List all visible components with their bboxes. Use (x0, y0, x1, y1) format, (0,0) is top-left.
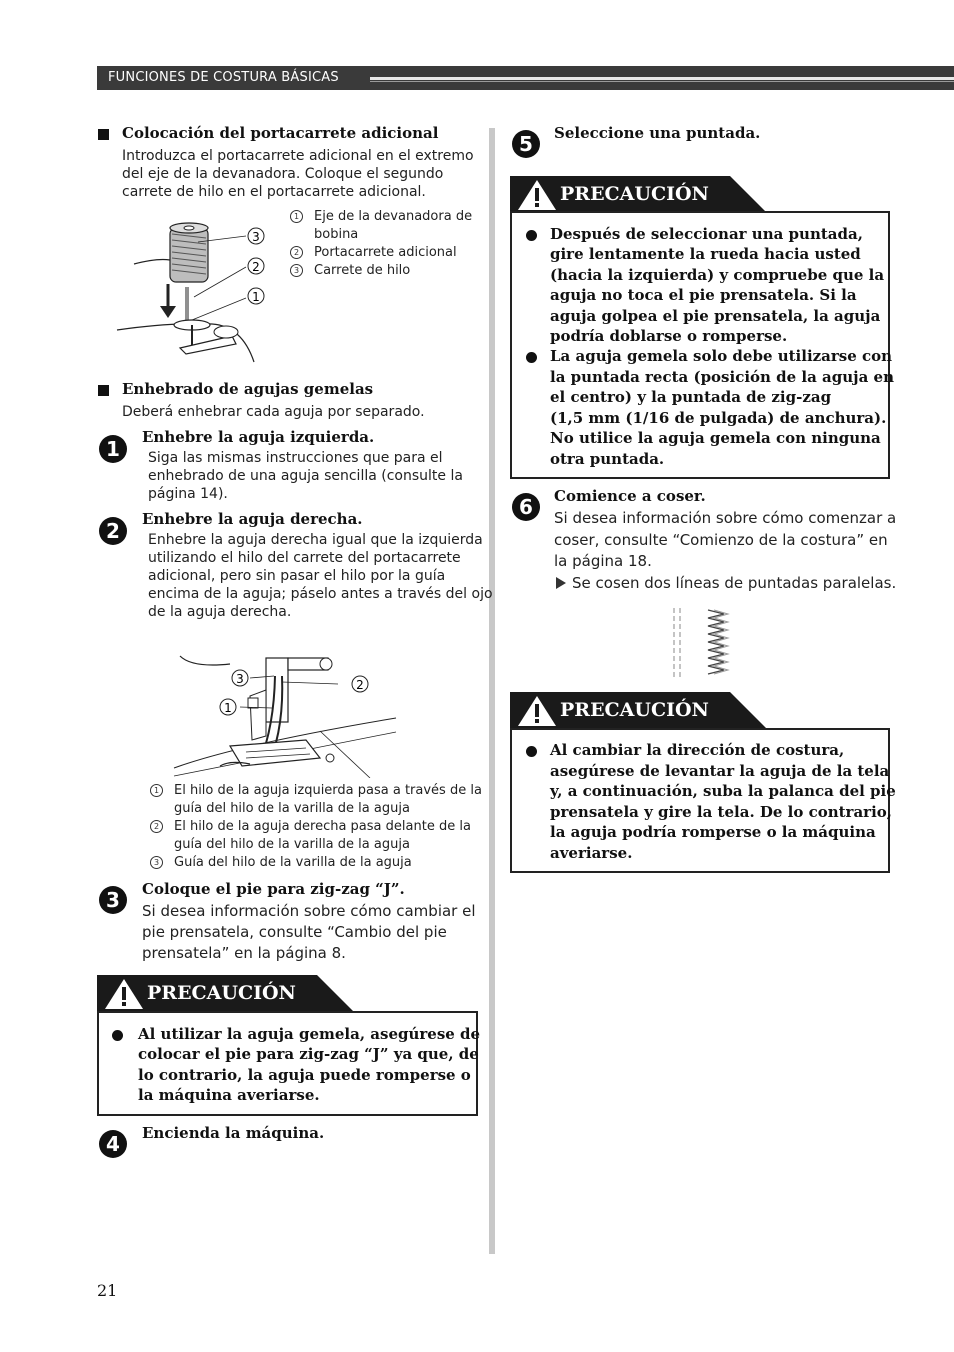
step-number-2: 2 (99, 517, 127, 545)
step6-title: Comience a coser. (554, 487, 706, 505)
caution-r1-a-line-1: Después de seleccionar una puntada, (550, 225, 863, 243)
step-number-4: 4 (99, 1130, 127, 1158)
bullet-dot (526, 352, 537, 363)
step6-result: Se cosen dos líneas de puntadas paralelas. (572, 574, 897, 592)
caution-r1-b-line-5: No utilice la aguja gemela con ninguna (550, 429, 881, 447)
caution-r1-a-line-2: gire lentamente la rueda hacia usted (550, 245, 861, 263)
fig2-legend-3-text: Guía del hilo de la varilla de la aguja (174, 855, 412, 870)
step3-line-2: pie prensatela, consulte “Cambio del pie (142, 923, 447, 941)
spool-pin-illustration (112, 212, 287, 367)
fig1-marker-1: 1 (252, 290, 260, 304)
caution-r2-line-1: Al cambiar la dirección de costura, (550, 741, 845, 759)
step4-title: Encienda la máquina. (142, 1124, 325, 1142)
caution-r2-line-5: la aguja podría romperse o la máquina (550, 823, 876, 841)
step2-line-4: encima de la aguja; páselo antes a través del ojo (148, 586, 493, 602)
section-bullet-square (98, 129, 109, 140)
fig1-marker-3: 3 (252, 230, 260, 244)
caution-title-right-2: PRECAUCIÓN (560, 699, 709, 721)
fig1-legend-3-text: Carrete de hilo (314, 263, 411, 278)
caution-r1-b-line-6: otra puntada. (550, 450, 665, 468)
step6-line-1: Si desea información sobre cómo comenzar a (554, 509, 897, 527)
caution-title-left: PRECAUCIÓN (147, 982, 296, 1004)
caution-r1-a-line-5: aguja golpea el pie prensatela, la aguja (550, 307, 881, 325)
step2-line-5: de la aguja derecha. (148, 604, 292, 620)
step1-line-3: página 14). (148, 486, 228, 502)
step2-line-2: utilizando el hilo del carrete del portacarrete (148, 550, 461, 566)
sec2-body: Deberá enhebrar cada aguja por separado. (122, 404, 425, 420)
caution-r2-line-2: asegúrese de levantar la aguja de la tela (550, 762, 890, 780)
caution-title-right-1: PRECAUCIÓN (560, 183, 709, 205)
fig1-legend-1: 1 (290, 208, 303, 226)
step2-line-3: adicional, pero sin pasar el hilo por la guía (148, 568, 446, 584)
caution-r2-line-6: averiarse. (550, 844, 633, 862)
step5-title: Seleccione una puntada. (554, 124, 761, 142)
needle-threading-illustration (170, 636, 402, 778)
sec1-line-2: del eje de la devanadora. Coloque el segundo (122, 166, 444, 182)
bullet-dot (526, 230, 537, 241)
fig1-legend-2-text: Portacarrete adicional (314, 245, 457, 260)
caution-r1-a-line-3: (hacia la izquierda) y compruebe que la (550, 266, 885, 284)
step-number-5: 5 (512, 130, 540, 158)
step-number-1: 1 (99, 435, 127, 463)
caution-r1-b-line-1: La aguja gemela solo debe utilizarse con (550, 347, 893, 365)
result-arrow-icon (556, 577, 566, 589)
fig2-marker-3: 3 (236, 672, 244, 686)
caution-r1-b-line-4: (1,5 mm (1/16 de pulgada) de anchura). (550, 409, 887, 427)
step1-line-2: enhebrado de una aguja sencilla (consulte la (148, 468, 463, 484)
fig2-legend-2: 2 (150, 818, 163, 836)
step1-line-1: Siga las mismas instrucciones que para el (148, 450, 443, 466)
caution-left-line-3: lo contrario, la aguja puede romperse o (138, 1066, 471, 1084)
fig2-legend-1-text: El hilo de la aguja izquierda pasa a través de la (174, 783, 482, 798)
fig2-legend-1: 1 (150, 782, 163, 800)
caution-r2-line-4: prensatela y gire la tela. De lo contrario, (550, 803, 893, 821)
caution-r1-a-line-4: aguja no toca el pie prensatela. Si la (550, 286, 857, 304)
fig1-legend-3: 3 (290, 262, 303, 280)
fig1-legend-1-text: Eje de la devanadora de (314, 209, 473, 224)
step2-line-1: Enhebre la aguja derecha igual que la izquierda (148, 532, 483, 548)
step1-title: Enhebre la aguja izquierda. (142, 428, 375, 446)
sec1-line-1: Introduzca el portacarrete adicional en el extremo (122, 148, 474, 164)
header-rule (370, 77, 954, 80)
fig2-marker-1: 1 (224, 701, 232, 715)
caution-r1-b-line-2: la puntada recta (posición de la aguja en (550, 368, 894, 386)
fig1-legend-2: 2 (290, 244, 303, 262)
caution-left-line-1: Al utilizar la aguja gemela, asegúrese de (138, 1025, 481, 1043)
caution-left-line-2: colocar el pie para zig-zag “J” ya que, de (138, 1045, 479, 1063)
fig1-legend-1-cont: bobina (314, 227, 359, 242)
section-bullet-square (98, 385, 109, 396)
bullet-dot (526, 746, 537, 757)
column-divider (489, 128, 495, 1254)
page-number: 21 (97, 1281, 118, 1300)
section-title-spool-pin: Colocación del portacarrete adicional (122, 124, 439, 142)
caution-r1-a-line-6: podría doblarse o romperse. (550, 327, 788, 345)
fig2-legend-2-cont: guía del hilo de la varilla de la aguja (174, 837, 410, 852)
step6-line-3: la página 18. (554, 552, 652, 570)
caution-left-line-4: la máquina averiarse. (138, 1086, 320, 1104)
section-title-twin-needle: Enhebrado de agujas gemelas (122, 380, 374, 398)
step3-title: Coloque el pie para zig-zag “J”. (142, 880, 405, 898)
fig2-marker-2: 2 (356, 678, 364, 692)
fig2-legend-1-cont: guía del hilo de la varilla de la aguja (174, 801, 410, 816)
sec1-line-3: carrete de hilo en el portacarrete adicional. (122, 184, 426, 200)
parallel-stitches-illustration (668, 606, 732, 680)
section-title: FUNCIONES DE COSTURA BÁSICAS (108, 70, 339, 85)
step3-line-3: prensatela” en la página 8. (142, 944, 346, 962)
bullet-dot (112, 1030, 123, 1041)
step3-line-1: Si desea información sobre cómo cambiar el (142, 902, 476, 920)
header-rule-shadow (370, 81, 954, 82)
step2-title: Enhebre la aguja derecha. (142, 510, 363, 528)
fig1-marker-2: 2 (252, 260, 260, 274)
step-number-3: 3 (99, 886, 127, 914)
step6-line-2: coser, consulte “Comienzo de la costura” en (554, 531, 888, 549)
fig2-legend-3: 3 (150, 854, 163, 872)
step-number-6: 6 (512, 493, 540, 521)
fig2-legend-2-text: El hilo de la aguja derecha pasa delante de la (174, 819, 471, 834)
caution-r2-line-3: y, a continuación, suba la palanca del pie (550, 782, 896, 800)
caution-r1-b-line-3: el centro) y la puntada de zig-zag (550, 388, 832, 406)
